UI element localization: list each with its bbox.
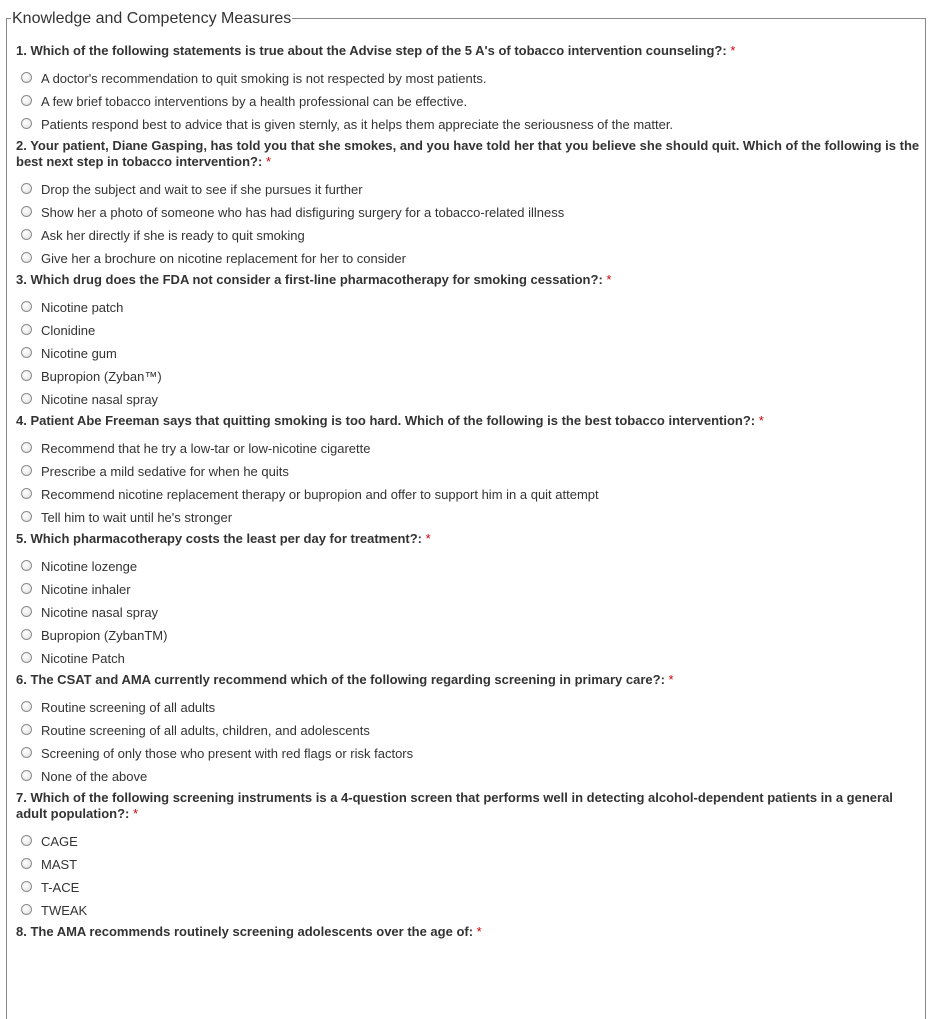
radio-option[interactable] [16, 319, 920, 342]
option-label[interactable]: A few brief tobacco interventions by a health professional can be effective. [41, 94, 468, 109]
radio-button[interactable] [21, 606, 32, 617]
radio-button[interactable] [21, 904, 32, 915]
question-label: 2. Your patient, Diane Gasping, has told you that she smokes, and you have told her that you believe she should quit. Which of the following is the best next step in tobacco intervention?: * [16, 138, 920, 169]
radio-option[interactable] [16, 437, 920, 460]
question-label: 1. Which of the following statements is true about the Advise step of the 5 A's of tobacco intervention counseling?: * [16, 43, 736, 58]
radio-button[interactable] [21, 118, 32, 129]
option-label[interactable]: Recommend that he try a low-tar or low-nicotine cigarette [41, 441, 371, 456]
radio-button[interactable] [21, 72, 32, 83]
radio-option[interactable] [16, 719, 920, 742]
option-label[interactable]: Nicotine gum [41, 346, 117, 361]
radio-option[interactable] [16, 247, 920, 270]
radio-button[interactable] [21, 747, 32, 758]
radio-button[interactable] [21, 465, 32, 476]
question-4 [16, 413, 920, 529]
fieldset-legend: Knowledge and Competency Measures [12, 10, 292, 27]
radio-option[interactable] [16, 483, 920, 506]
option-label[interactable]: None of the above [41, 769, 148, 784]
radio-button[interactable] [21, 95, 32, 106]
question-8 [16, 924, 920, 940]
question-label: 4. Patient Abe Freeman says that quitting smoking is too hard. Which of the following is the best tobacco intervention?: * [16, 413, 764, 428]
option-label[interactable]: Give her a brochure on nicotine replacement for her to consider [41, 251, 406, 266]
radio-button[interactable] [21, 393, 32, 404]
radio-option[interactable] [16, 506, 920, 529]
question-label: 6. The CSAT and AMA currently recommend which of the following regarding screening in primary care?: * [16, 672, 674, 687]
required-marker: * [476, 924, 482, 939]
question-5 [16, 531, 920, 670]
radio-button[interactable] [21, 560, 32, 571]
radio-option[interactable] [16, 899, 920, 922]
required-marker: * [730, 43, 736, 58]
radio-button[interactable] [21, 652, 32, 663]
radio-option[interactable] [16, 113, 920, 136]
question-3 [16, 272, 920, 411]
required-marker: * [133, 806, 139, 821]
radio-button[interactable] [21, 301, 32, 312]
radio-option[interactable] [16, 555, 920, 578]
option-label[interactable]: T-ACE [41, 880, 80, 895]
question-1 [16, 43, 920, 136]
radio-option[interactable] [16, 201, 920, 224]
question-label: 5. Which pharmacotherapy costs the least per day for treatment?: * [16, 531, 431, 546]
radio-button[interactable] [21, 442, 32, 453]
radio-button[interactable] [21, 511, 32, 522]
radio-button[interactable] [21, 583, 32, 594]
option-label[interactable]: Nicotine lozenge [41, 559, 138, 574]
radio-button[interactable] [21, 229, 32, 240]
required-marker: * [265, 154, 271, 169]
radio-option[interactable] [16, 765, 920, 788]
option-label[interactable]: Clonidine [41, 323, 96, 338]
radio-option[interactable] [16, 578, 920, 601]
question-7 [16, 790, 920, 922]
radio-option[interactable] [16, 388, 920, 411]
radio-button[interactable] [21, 206, 32, 217]
radio-button[interactable] [21, 370, 32, 381]
option-label[interactable]: Prescribe a mild sedative for when he quits [41, 464, 289, 479]
option-label[interactable]: Patients respond best to advice that is given sternly, as it helps them appreciate the seriousness of the matter. [41, 117, 674, 132]
option-label[interactable]: CAGE [41, 834, 78, 849]
required-marker: * [606, 272, 612, 287]
radio-option[interactable] [16, 624, 920, 647]
radio-option[interactable] [16, 696, 920, 719]
option-label[interactable]: A doctor's recommendation to quit smoking is not respected by most patients. [41, 71, 487, 86]
radio-option[interactable] [16, 365, 920, 388]
option-label[interactable]: TWEAK [41, 903, 88, 918]
radio-option[interactable] [16, 876, 920, 899]
option-label[interactable]: Recommend nicotine replacement therapy or bupropion and offer to support him in a quit attempt [41, 487, 599, 502]
required-marker: * [425, 531, 431, 546]
option-label[interactable]: Routine screening of all adults [41, 700, 216, 715]
option-label[interactable]: Nicotine patch [41, 300, 124, 315]
radio-button[interactable] [21, 629, 32, 640]
option-label[interactable]: Show her a photo of someone who has had disfiguring surgery for a tobacco-related illness [41, 205, 565, 220]
option-label[interactable]: Screening of only those who present with red flags or risk factors [41, 746, 414, 761]
radio-button[interactable] [21, 324, 32, 335]
question-6 [16, 672, 920, 788]
question-label: 8. The AMA recommends routinely screening adolescents over the age of: * [16, 924, 482, 939]
radio-option[interactable] [16, 67, 920, 90]
option-label[interactable]: Nicotine nasal spray [41, 392, 159, 407]
option-label[interactable]: Bupropion (Zyban™) [41, 369, 162, 384]
radio-button[interactable] [21, 835, 32, 846]
option-label[interactable]: Bupropion (ZybanTM) [41, 628, 168, 643]
question-label: 7. Which of the following screening instruments is a 4-question screen that performs well in detecting alcohol-dependent patients in a general adult population?: * [16, 790, 893, 821]
option-label[interactable]: MAST [41, 857, 78, 872]
question-label: 3. Which drug does the FDA not consider a first-line pharmacotherapy for smoking cessation?: * [16, 272, 612, 287]
radio-option[interactable] [16, 178, 920, 201]
option-label[interactable]: Ask her directly if she is ready to quit smoking [41, 228, 305, 243]
radio-option[interactable] [16, 90, 920, 113]
radio-button[interactable] [21, 701, 32, 712]
radio-option[interactable] [16, 342, 920, 365]
questions-container [16, 43, 920, 948]
option-label[interactable]: Nicotine Patch [41, 651, 125, 666]
radio-button[interactable] [21, 858, 32, 869]
radio-option[interactable] [16, 460, 920, 483]
radio-option[interactable] [16, 296, 920, 319]
option-label[interactable]: Tell him to wait until he's stronger [41, 510, 233, 525]
radio-button[interactable] [21, 724, 32, 735]
option-label[interactable]: Nicotine nasal spray [41, 605, 159, 620]
question-2 [16, 138, 920, 270]
option-label[interactable]: Drop the subject and wait to see if she pursues it further [41, 182, 363, 197]
radio-button[interactable] [21, 488, 32, 499]
option-label[interactable]: Nicotine inhaler [41, 582, 131, 597]
radio-option[interactable] [16, 853, 920, 876]
required-marker: * [758, 413, 764, 428]
radio-option[interactable] [16, 830, 920, 853]
radio-option[interactable] [16, 742, 920, 765]
radio-option[interactable] [16, 224, 920, 247]
radio-option[interactable] [16, 601, 920, 624]
required-marker: * [668, 672, 674, 687]
radio-button[interactable] [21, 252, 32, 263]
radio-option[interactable] [16, 647, 920, 670]
radio-button[interactable] [21, 347, 32, 358]
radio-button[interactable] [21, 881, 32, 892]
radio-button[interactable] [21, 770, 32, 781]
option-label[interactable]: Routine screening of all adults, children, and adolescents [41, 723, 370, 738]
radio-button[interactable] [21, 183, 32, 194]
